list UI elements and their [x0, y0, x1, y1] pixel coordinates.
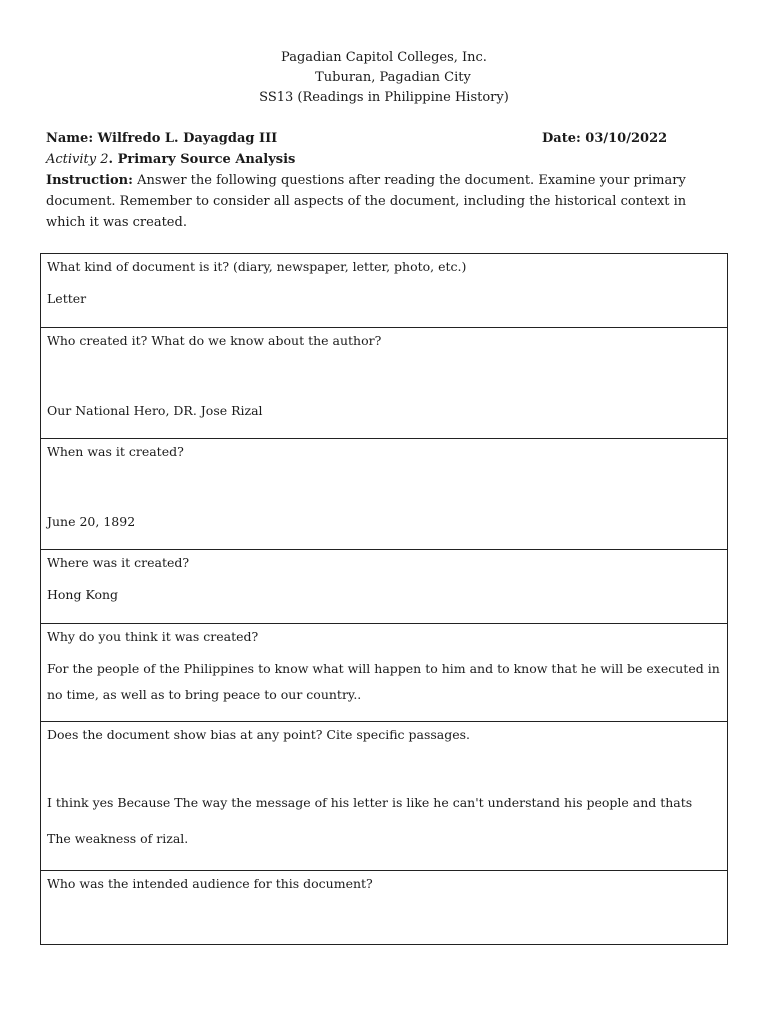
submission-date: Date: 03/10/2022: [542, 131, 668, 146]
table-row: [41, 439, 728, 550]
answer-text: Letter: [47, 291, 87, 306]
question-cell: [41, 550, 728, 624]
question-text: What kind of document is it? (diary, newspaper, letter, photo, etc.): [47, 259, 467, 274]
table-row: [41, 722, 728, 871]
table-row: [41, 550, 728, 624]
answer-text-line-2: The weakness of rizal.: [47, 831, 189, 846]
student-info: [46, 128, 718, 233]
answer-text: Our National Hero, DR. Jose Rizal: [47, 403, 263, 418]
activity-title: [46, 149, 718, 170]
answer-text: For the people of the Philippines to know what will happen to him and to know that he will be executed in no time, as well as to bring peace to our country..: [47, 661, 720, 702]
name-date-row: [46, 128, 718, 149]
instruction-paragraph: [46, 170, 718, 233]
table-row: [41, 871, 728, 945]
question-text: When was it created?: [47, 444, 184, 459]
question-text: Who was the intended audience for this document?: [47, 876, 373, 891]
answer-text-line-1: I think yes Because The way the message of his letter is like he can't understand his people and thats: [47, 795, 693, 810]
question-cell: [41, 871, 728, 945]
table-row: [41, 624, 728, 722]
question-table: [40, 253, 728, 945]
instruction-text: Answer the following questions after reading the document. Examine your primary document. Remember to consider all aspects of the document, including the historical context in which it was created.: [46, 173, 687, 230]
question-text: Where was it created?: [47, 555, 190, 570]
question-cell: [41, 624, 728, 722]
question-cell: [41, 439, 728, 550]
course-title: SS13 (Readings in Philippine History): [259, 90, 509, 105]
instruction-label: Instruction:: [46, 173, 133, 188]
student-name: Name: Wilfredo L. Dayagdag III: [46, 131, 278, 146]
question-text: Why do you think it was created?: [47, 629, 259, 644]
answer-text: June 20, 1892: [47, 514, 136, 529]
answer-text: Hong Kong: [47, 587, 119, 602]
table-row: [41, 254, 728, 328]
question-text: Does the document show bias at any point? Cite specific passages.: [47, 727, 471, 742]
question-cell: [41, 254, 728, 328]
activity-label: Activity 2: [46, 152, 109, 167]
question-cell: [41, 722, 728, 871]
question-cell: [41, 328, 728, 439]
college-address: Tuburan, Pagadian City: [315, 70, 471, 85]
activity-name: . Primary Source Analysis: [108, 152, 296, 167]
table-row: [41, 328, 728, 439]
college-name: Pagadian Capitol Colleges, Inc.: [281, 50, 487, 65]
question-text: Who created it? What do we know about the author?: [47, 333, 382, 348]
document-header: [0, 48, 768, 108]
